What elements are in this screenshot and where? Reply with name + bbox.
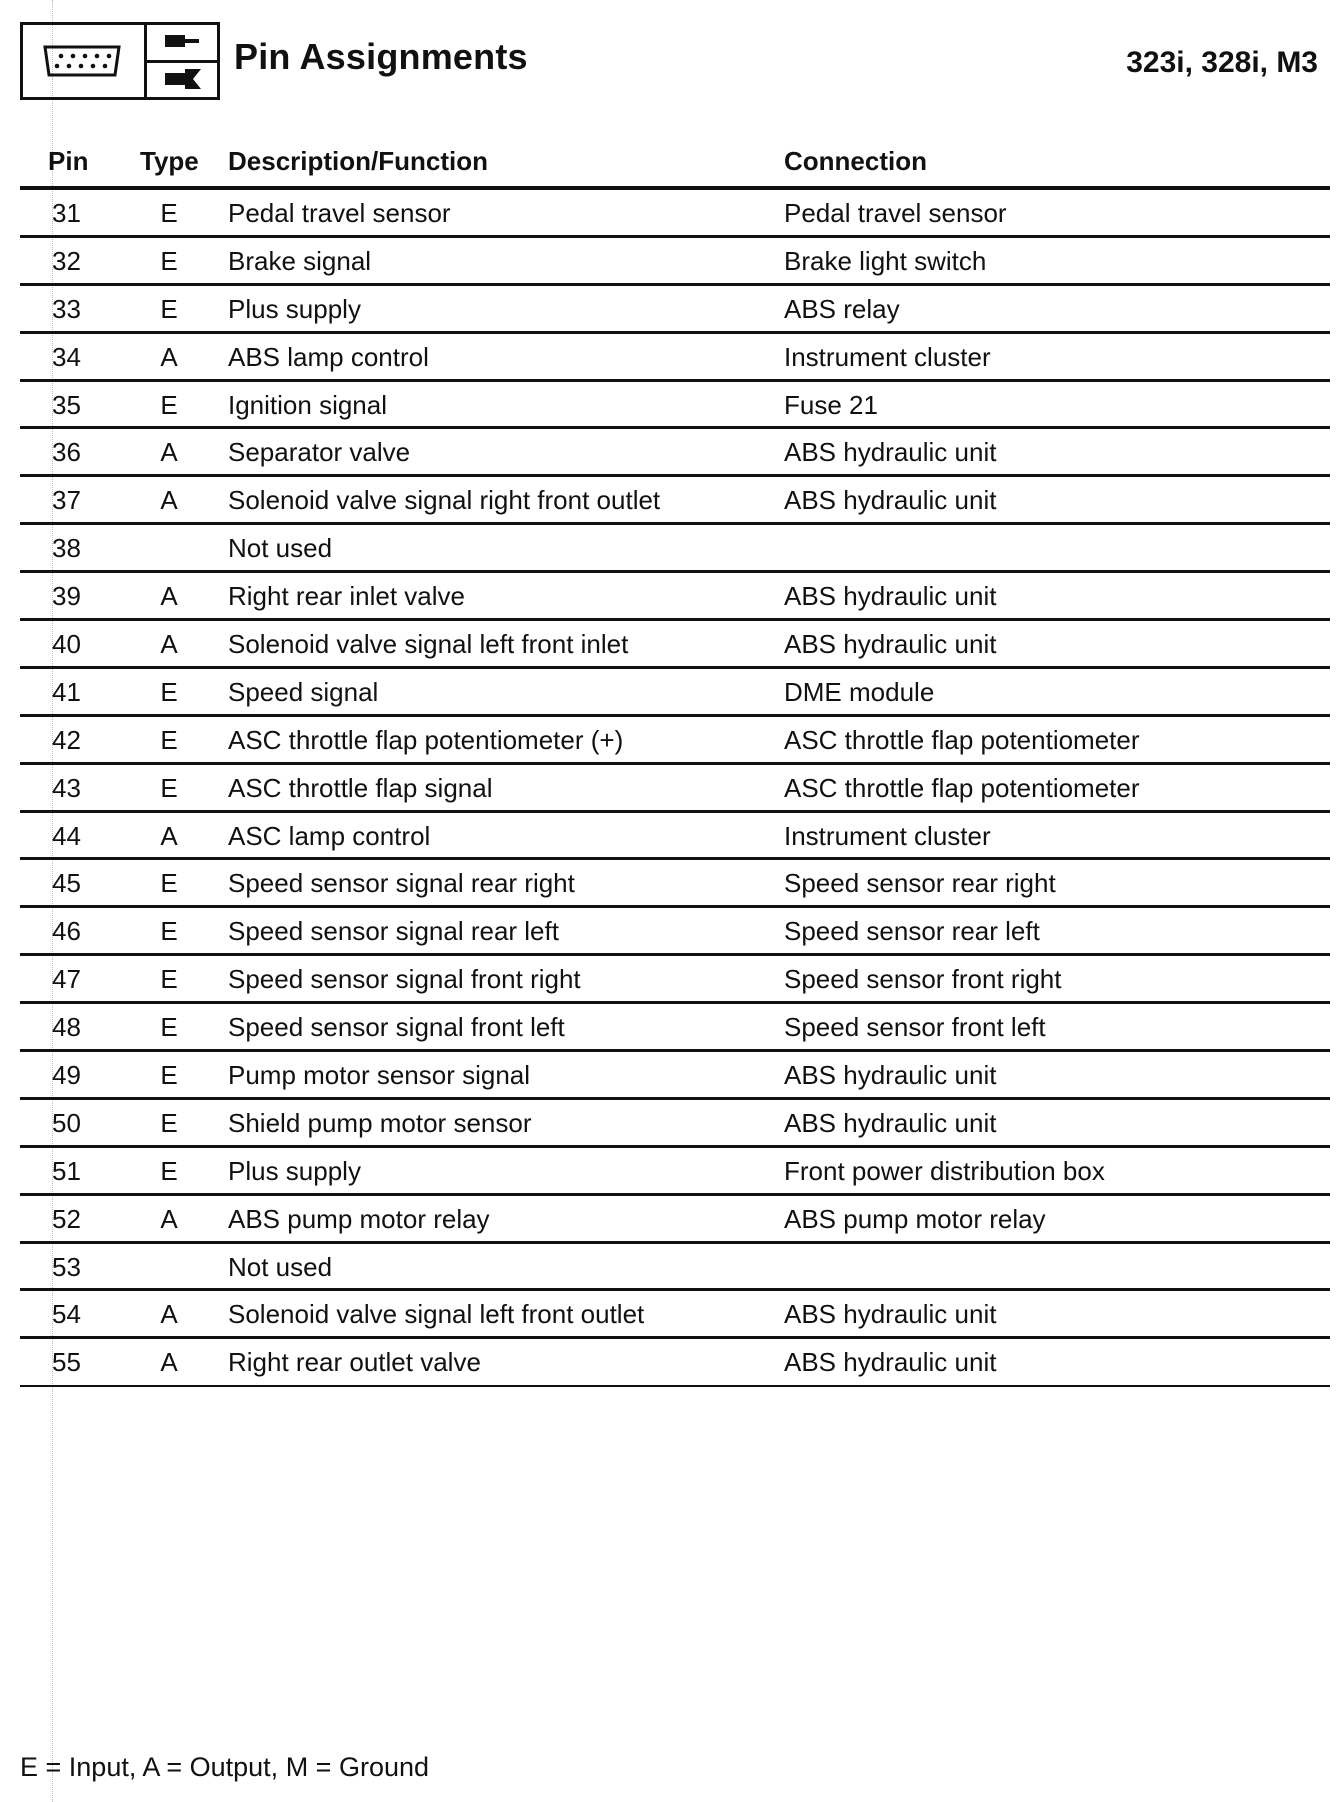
description-cell: ASC throttle flap signal: [228, 772, 493, 803]
pin-cell: 53: [52, 1251, 81, 1282]
table-row: [20, 813, 1330, 861]
connection-cell: Speed sensor front left: [784, 1012, 1046, 1043]
description-cell: Brake signal: [228, 245, 372, 276]
table-row: [20, 525, 1330, 573]
description-cell: Not used: [228, 533, 333, 564]
connector-icon: [23, 25, 147, 97]
table-row: [20, 429, 1330, 477]
pin-cell: 47: [52, 964, 81, 995]
pin-cell: 34: [52, 341, 81, 372]
description-cell: Plus supply: [228, 1155, 361, 1186]
type-cell: E: [160, 964, 178, 995]
connector-icon-graphic: [23, 25, 141, 97]
pin-cell: 43: [52, 772, 81, 803]
description-cell: Speed sensor signal rear left: [228, 916, 559, 947]
type-cell: E: [160, 245, 178, 276]
type-cell: E: [160, 293, 178, 324]
type-cell: E: [160, 198, 178, 228]
type-cell: E: [160, 772, 178, 803]
description-cell: Solenoid valve signal left front inlet: [228, 629, 629, 660]
description-cell: Pump motor sensor signal: [228, 1060, 531, 1091]
tool-icon: [147, 25, 217, 97]
table-row: [20, 908, 1330, 956]
pin-cell: 52: [52, 1203, 81, 1234]
pin-cell: 41: [52, 676, 81, 707]
table-row: [20, 238, 1330, 286]
description-cell: ABS lamp control: [228, 341, 429, 372]
connection-cell: Instrument cluster: [784, 820, 991, 851]
description-cell: Not used: [228, 1251, 333, 1282]
connection-cell: ABS hydraulic unit: [784, 437, 997, 468]
connection-cell: ABS hydraulic unit: [784, 1107, 997, 1138]
pin-cell: 50: [52, 1107, 81, 1138]
type-cell: A: [160, 437, 178, 468]
header: [20, 22, 1320, 102]
table-row: [20, 286, 1330, 334]
pin-table: [20, 142, 1330, 1387]
column-header-connection: Connection: [784, 146, 927, 176]
description-cell: Separator valve: [228, 437, 411, 468]
pin-cell: 38: [52, 533, 81, 564]
table-row: [20, 669, 1330, 717]
connection-cell: Speed sensor rear right: [784, 868, 1056, 899]
description-cell: Right rear outlet valve: [228, 1347, 481, 1378]
pin-cell: 39: [52, 581, 81, 612]
pin-cell: 33: [52, 293, 81, 324]
column-header-type: Type: [140, 146, 199, 176]
pin-cell: 51: [52, 1155, 81, 1186]
page-title: Pin Assignments: [234, 36, 528, 77]
description-cell: Speed sensor signal front right: [228, 964, 581, 995]
type-cell: A: [160, 629, 178, 660]
type-cell: A: [160, 341, 178, 372]
table-row: [20, 956, 1330, 1004]
description-cell: Pedal travel sensor: [228, 198, 451, 228]
type-cell: A: [160, 1347, 178, 1378]
pin-cell: 31: [52, 198, 81, 228]
description-cell: Speed signal: [228, 676, 379, 707]
connection-cell: ABS relay: [784, 293, 900, 324]
connection-cell: ABS hydraulic unit: [784, 629, 997, 660]
type-cell: E: [160, 389, 178, 420]
description-cell: Speed sensor signal rear right: [228, 868, 575, 899]
table-row: [20, 1100, 1330, 1148]
table-row: [20, 860, 1330, 908]
type-cell: E: [160, 868, 178, 899]
table-row: [20, 1244, 1330, 1292]
table-row: [20, 190, 1330, 238]
pin-cell: 44: [52, 820, 81, 851]
column-header-pin: Pin: [48, 146, 89, 176]
column-header-description: Description/Function: [228, 146, 488, 176]
connection-cell: ASC throttle flap potentiometer: [784, 772, 1140, 803]
table-row: [20, 334, 1330, 382]
type-cell: A: [160, 820, 178, 851]
description-cell: Solenoid valve signal left front outlet: [228, 1299, 645, 1330]
description-cell: Solenoid valve signal right front outlet: [228, 485, 661, 516]
table-row: [20, 1339, 1330, 1387]
pin-cell: 49: [52, 1060, 81, 1091]
pin-cell: 45: [52, 868, 81, 899]
connection-cell: ABS hydraulic unit: [784, 485, 997, 516]
connection-cell: ASC throttle flap potentiometer: [784, 724, 1140, 755]
type-cell: A: [160, 1299, 178, 1330]
connection-cell: Front power distribution box: [784, 1155, 1105, 1186]
table-row: [20, 1148, 1330, 1196]
connection-cell: DME module: [784, 676, 935, 707]
pin-cell: 37: [52, 485, 81, 516]
description-cell: Speed sensor signal front left: [228, 1012, 565, 1043]
description-cell: Right rear inlet valve: [228, 581, 465, 612]
type-cell: E: [160, 916, 178, 947]
type-cell: A: [160, 581, 178, 612]
table-row: [20, 717, 1330, 765]
type-cell: A: [160, 485, 178, 516]
connection-cell: ABS hydraulic unit: [784, 1299, 997, 1330]
pin-cell: 48: [52, 1012, 81, 1043]
type-cell: A: [160, 1203, 178, 1234]
type-cell: E: [160, 724, 178, 755]
description-cell: Plus supply: [228, 293, 361, 324]
pin-cell: 40: [52, 629, 81, 660]
table-row: [20, 765, 1330, 813]
table-row: [20, 1052, 1330, 1100]
type-cell: E: [160, 1060, 178, 1091]
table-row: [20, 1004, 1330, 1052]
header-icon-box: [20, 22, 220, 100]
tool-icon-graphic: [147, 25, 219, 97]
table-header: [20, 142, 1330, 190]
connection-cell: Speed sensor front right: [784, 964, 1062, 995]
description-cell: Ignition signal: [228, 389, 387, 420]
connection-cell: Instrument cluster: [784, 341, 991, 372]
type-legend: E = Input, A = Output, M = Ground: [20, 1752, 430, 1782]
type-cell: E: [160, 1012, 178, 1043]
connection-cell: Brake light switch: [784, 245, 987, 276]
pin-cell: 36: [52, 437, 81, 468]
table-row: [20, 621, 1330, 669]
description-cell: ABS pump motor relay: [228, 1203, 490, 1234]
pin-cell: 55: [52, 1347, 81, 1378]
connection-cell: Speed sensor rear left: [784, 916, 1040, 947]
type-cell: E: [160, 676, 178, 707]
type-cell: E: [160, 1155, 178, 1186]
connection-cell: ABS hydraulic unit: [784, 581, 997, 612]
pin-cell: 42: [52, 724, 81, 755]
table-row: [20, 1291, 1330, 1339]
connection-cell: ABS hydraulic unit: [784, 1060, 997, 1091]
table-row: [20, 477, 1330, 525]
pin-cell: 46: [52, 916, 81, 947]
connection-cell: ABS pump motor relay: [784, 1203, 1046, 1234]
pin-cell: 54: [52, 1299, 81, 1330]
table-row: [20, 573, 1330, 621]
description-cell: ASC lamp control: [228, 820, 431, 851]
connection-cell: ABS hydraulic unit: [784, 1347, 997, 1378]
model-list: 323i, 328i, M3: [1126, 46, 1318, 79]
connection-cell: Pedal travel sensor: [784, 198, 1007, 228]
connection-cell: Fuse 21: [784, 389, 878, 420]
table-row: [20, 1196, 1330, 1244]
description-cell: Shield pump motor sensor: [228, 1107, 532, 1138]
pin-cell: 35: [52, 389, 81, 420]
table-row: [20, 382, 1330, 430]
type-cell: E: [160, 1107, 178, 1138]
pin-cell: 32: [52, 245, 81, 276]
description-cell: ASC throttle flap potentiometer (+): [228, 724, 624, 755]
